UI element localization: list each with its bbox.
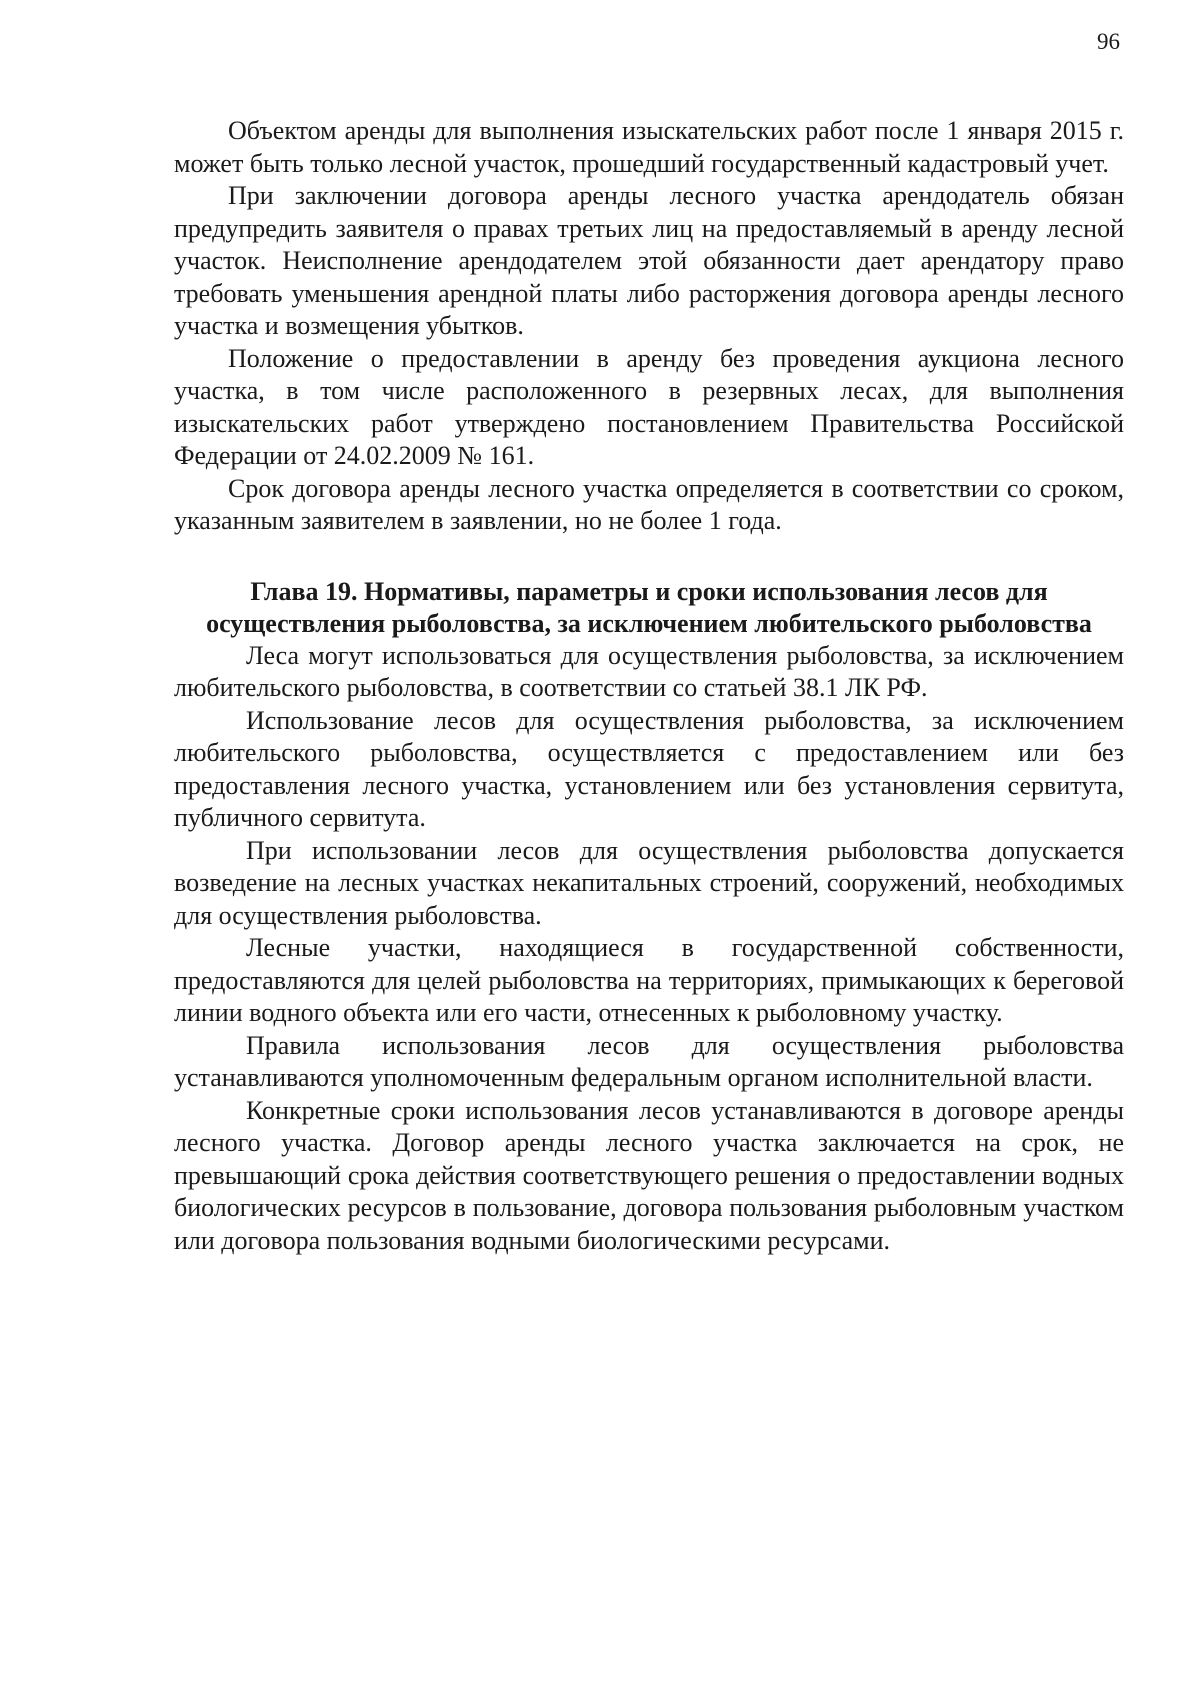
paragraph-structures: При использовании лесов для осуществления рыболовства допускается возведение на лесных участках некапитальных строений, сооружений, необходимых для осуществления рыболовства. [174, 835, 1124, 930]
paragraph-terms: Конкретные сроки использования лесов устанавливаются в договоре аренды лесного участка. Договор аренды лесного участка заключается на срок, не превышающий срока действия соответствующего решения о предоставлении водных биологических ресурсов в пользование, договора пользования рыболовным участком или договора пользования водными биологическими ресурсами. [174, 1095, 1124, 1255]
paragraph-lessor-obligation: При заключении договора аренды лесного участка арендодатель обязан предупредить заявителя о правах третьих лиц на предоставляемый в аренду лесной участок. Неисполнение арендодателем этой обязанности дает арендатору право требовать уменьшения арендной платы либо расторжения договора аренды лесного участка и возмещения убытков. [174, 181, 1124, 340]
paragraph-rules: Правила использования лесов для осуществления рыболовства устанавливаются уполномоченным федеральным органом исполнительной власти. [174, 1030, 1124, 1092]
page-content [174, 115, 1124, 1257]
paragraph-fishing-plot: Использование лесов для осуществления рыболовства, за исключением любительского рыболовства, осуществляется с предоставлением или без предоставления лесного участка, установлением или без установления сервитута, публичного сервитута. [174, 705, 1124, 832]
chapter-heading: Глава 19. Нормативы, параметры и сроки использования лесов для осуществления рыболовства, за исключением любительского рыболовства [206, 576, 1092, 638]
paragraph-lease-object: Объектом аренды для выполнения изыскательских работ после 1 января 2015 г. может быть только лесной участок, прошедший государственный кадастровый учет. [174, 116, 1124, 178]
page-number: 96 [1097, 29, 1120, 54]
paragraph-fishing-use: Леса могут использоваться для осуществления рыболовства, за исключением любительского рыболовства, в соответствии со статьей 38.1 ЛК РФ. [174, 640, 1124, 702]
paragraph-state-plots: Лесные участки, находящиеся в государственной собственности, предоставляются для целей рыболовства на территориях, примыкающих к береговой линии водного объекта или его части, отнесенных к рыболовному участку. [174, 933, 1124, 1027]
paragraph-lease-term: Срок договора аренды лесного участка определяется в соответствии со сроком, указанным заявителем в заявлении, но не более 1 года. [174, 473, 1124, 535]
paragraph-regulation: Положение о предоставлении в аренду без проведения аукциона лесного участка, в том числе расположенного в резервных лесах, для выполнения изыскательских работ утверждено постановлением Правительства Российской Федерации от 24.02.2009 № 161. [174, 343, 1124, 470]
